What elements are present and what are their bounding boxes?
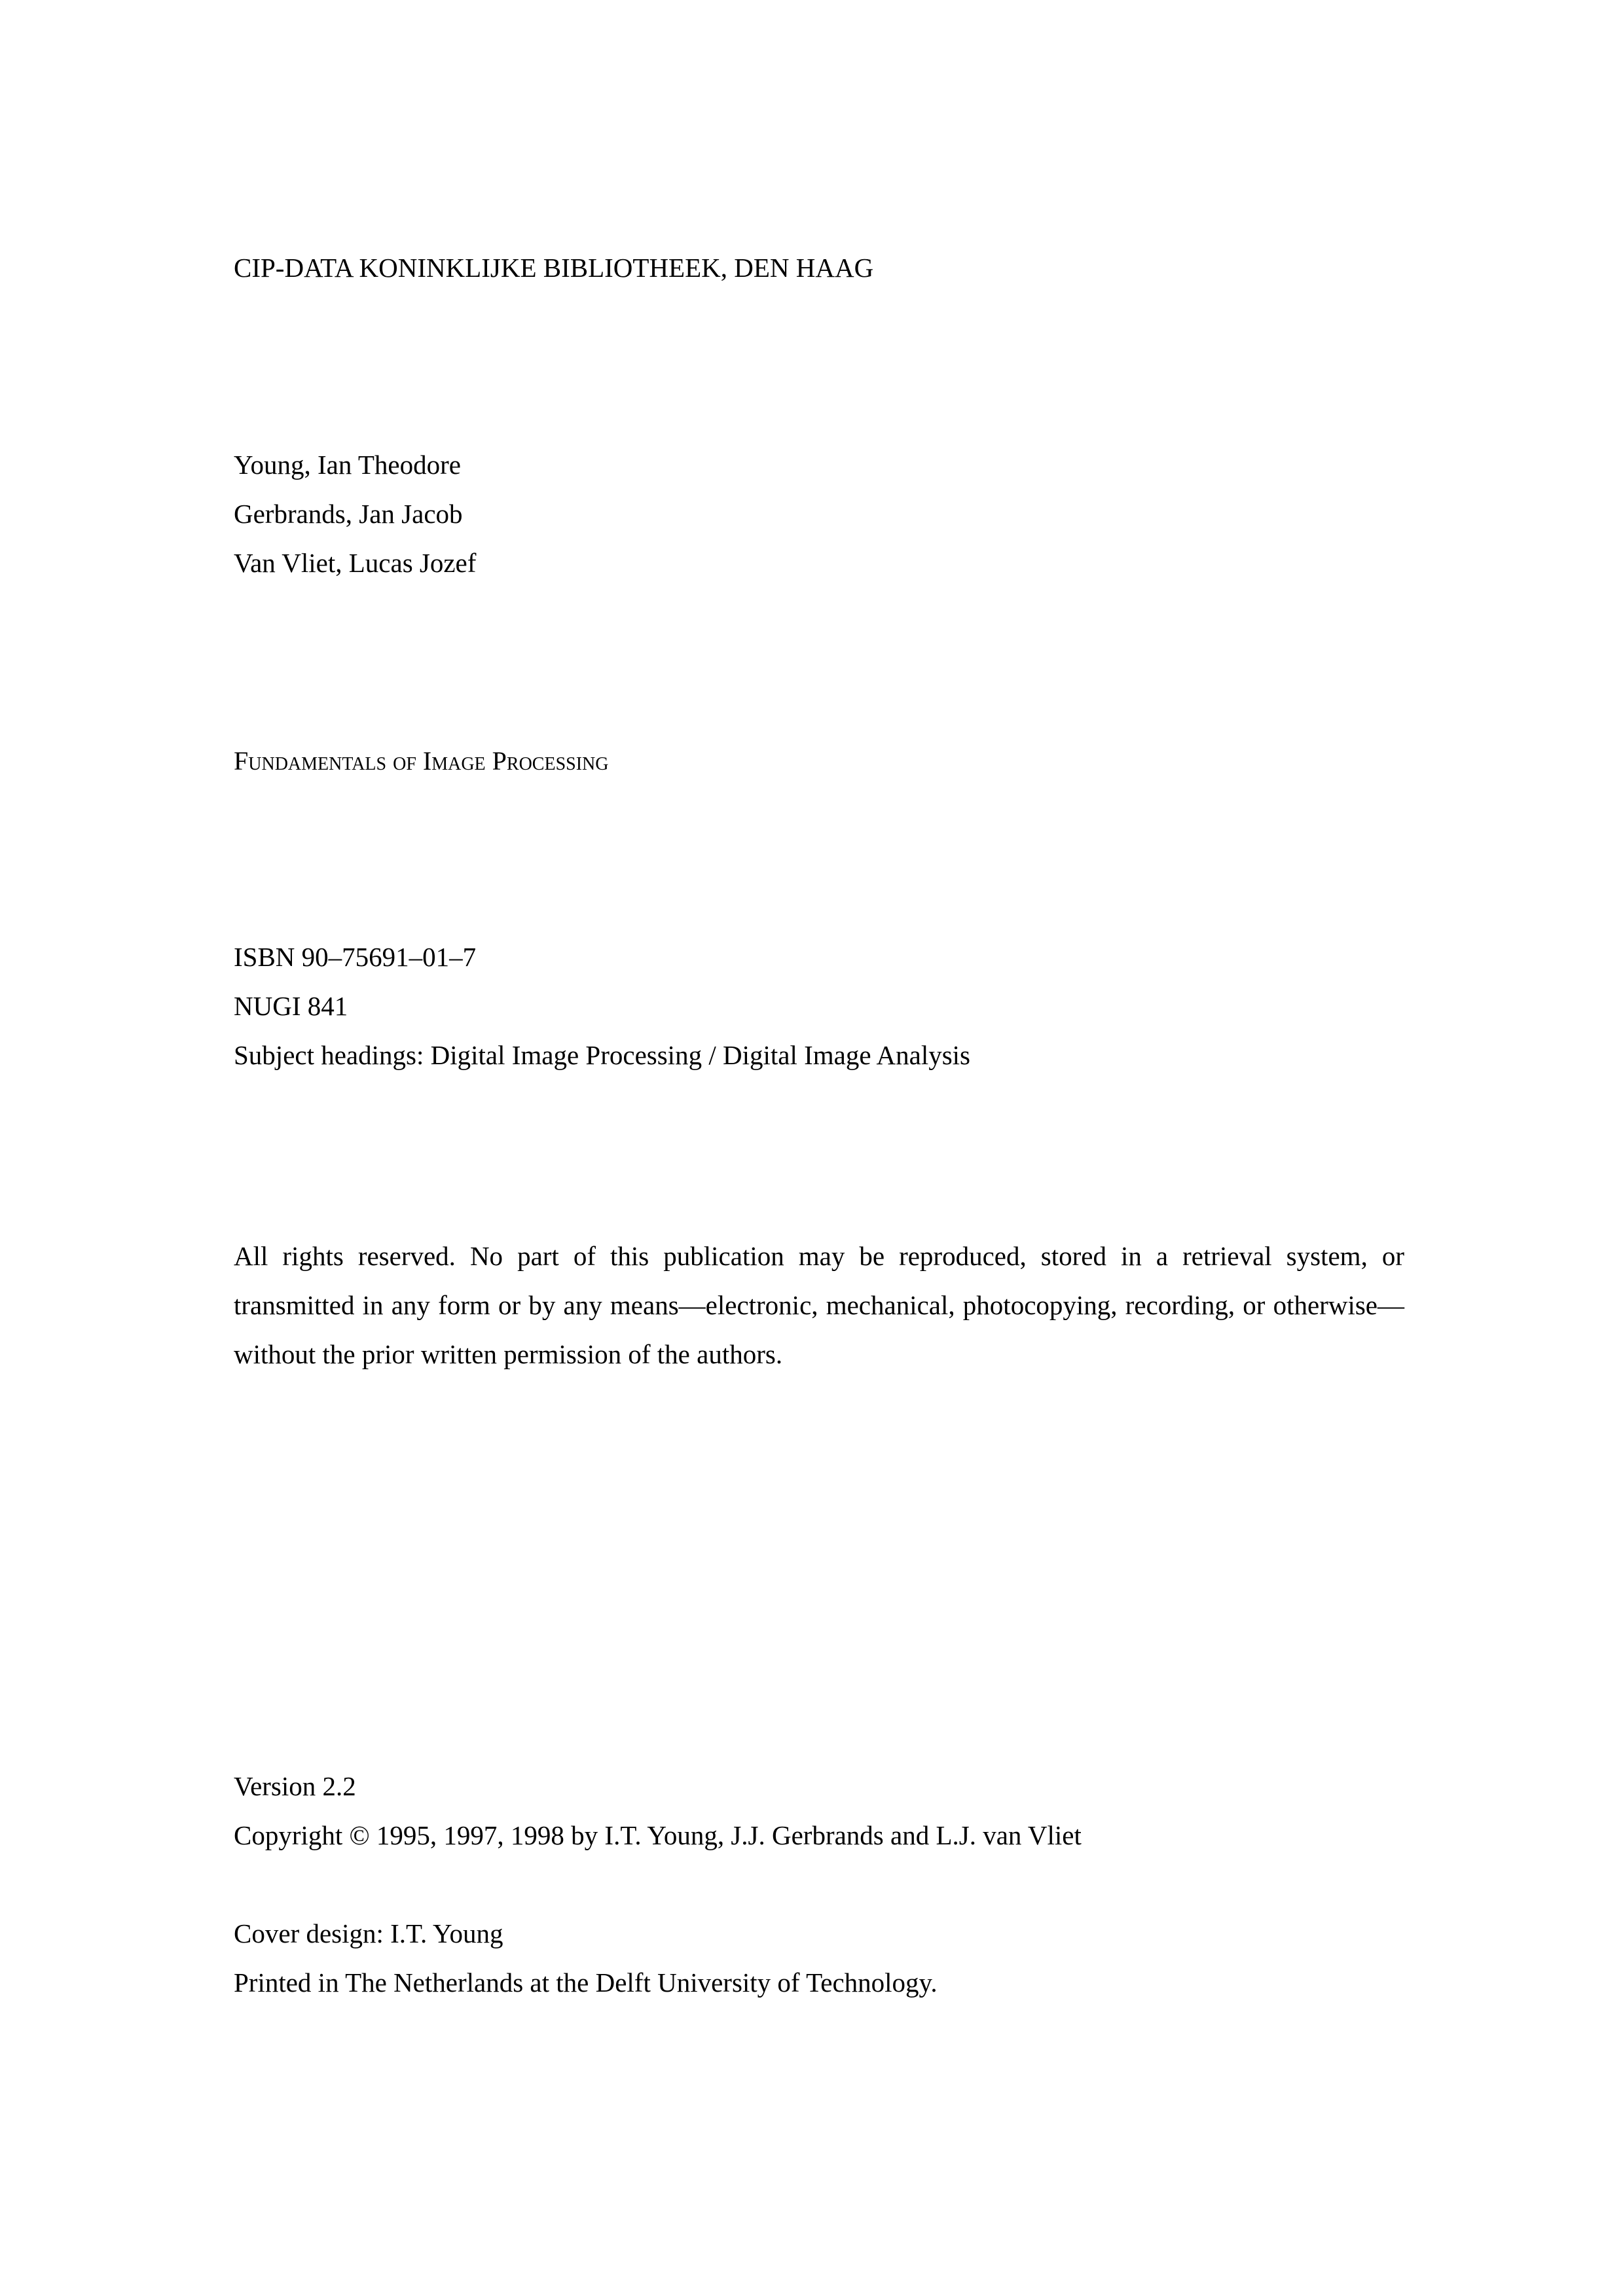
author-gerbrands: Gerbrands, Jan Jacob (234, 499, 463, 529)
copyright: Copyright © 1995, 1997, 1998 by I.T. Young, J.J. Gerbrands and L.J. van Vliet (234, 1820, 1082, 1850)
isbn: ISBN 90–75691–01–7 (234, 942, 477, 972)
cip-data-heading: CIP-DATA KONINKLIJKE BIBLIOTHEEK, DEN HAAG (234, 253, 874, 283)
cover-design: Cover design: I.T. Young (234, 1918, 503, 1948)
printed-location: Printed in The Netherlands at the Delft University of Technology. (234, 1967, 938, 1998)
version: Version 2.2 (234, 1771, 356, 1801)
author-young: Young, Ian Theodore (234, 450, 461, 480)
book-title: Fundamentals of Image Processing (234, 746, 609, 776)
subject-headings: Subject headings: Digital Image Processing / Digital Image Analysis (234, 1040, 971, 1070)
rights-statement: All rights reserved. No part of this publication may be reproduced, stored in a retrieval system, or transmitted in any form or by any means—electronic, mechanical, photocopying, recording, or otherwise—without the prior written permission of the authors. (234, 1241, 1404, 1369)
nugi: NUGI 841 (234, 991, 348, 1021)
author-van-vliet: Van Vliet, Lucas Jozef (234, 548, 477, 578)
